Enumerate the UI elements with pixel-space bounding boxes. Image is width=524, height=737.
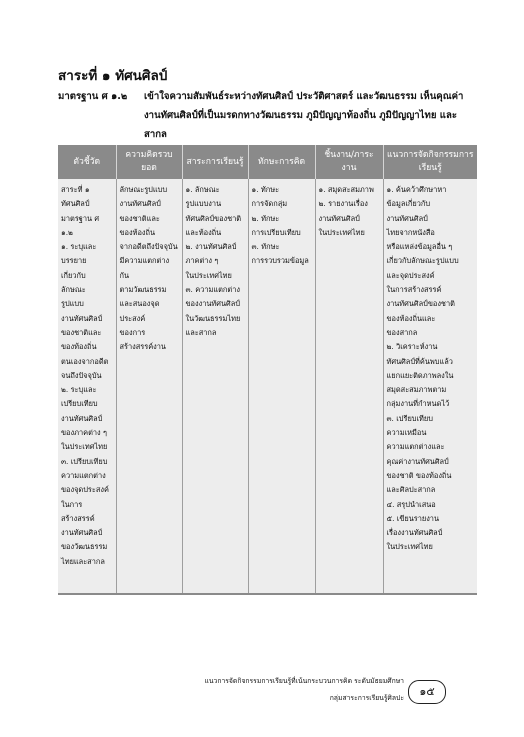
cell-text-line: งานทัศนศิลป์ <box>318 213 360 223</box>
cell-text-line: มาตรฐาน ศ ๑.๒ <box>61 213 100 237</box>
cell-text-line: ข้อมูลเกี่ยวกับ <box>386 199 431 209</box>
footer-book-title: แนวการจัดกิจกรรมการเรียนรู้ที่เน้นกระบวนการคิด ระดับมัธยมศึกษา <box>204 677 404 685</box>
cell-text-line: และท้องถิ่น <box>185 227 222 237</box>
cell-text-line: เรื่องงานทัศนศิลป์ <box>386 528 443 538</box>
cell-text-line: สาระที่ ๑ <box>61 185 90 194</box>
cell-text-line: ความแตกต่าง <box>61 470 106 480</box>
standard-code: มาตรฐาน ศ ๑.๒ <box>58 91 128 102</box>
cell-text-line: ๒. งานทัศนศิลป์ <box>185 242 237 252</box>
header-tasks: ชิ้นงาน/ภาระงาน <box>315 145 383 179</box>
cell-text-line: ลักษณะรูปแบบ <box>119 185 168 194</box>
header-concept: ความคิดรวบยอด <box>116 145 182 179</box>
cell-text-line: ๓. เปรียบเทียบ <box>61 456 108 466</box>
cell-text-line: ในการสร้างสรรค์ <box>386 285 442 295</box>
cell-concept <box>116 179 182 594</box>
cell-text-line: และจุดประสงค์ <box>386 270 435 280</box>
cell-text-line: ๒. รายงานเรื่อง <box>318 199 368 209</box>
cell-text-line: ๔. สรุปนำเสนอ <box>386 499 436 509</box>
cell-text-line: ในประเทศไทย <box>318 227 365 237</box>
cell-text-line: บรรยาย <box>61 256 87 266</box>
cell-text-line: ไทยจากหนังสือ <box>386 227 435 237</box>
cell-text-line: มีความแตกต่างกัน <box>119 256 170 280</box>
cell-text-line: ๓. เปรียบเทียบ <box>386 413 433 423</box>
cell-text-line: ของท้องถิ่น <box>61 342 97 352</box>
cell-text-line: แยกแยะติดภาพลงใน <box>386 370 454 380</box>
cell-text-line: ๑. ระบุและ <box>61 242 97 252</box>
cell-text-line: ของชาติ ของท้องถิ่น <box>386 470 452 480</box>
cell-text-line: ๕. เขียนรายงาน <box>386 513 440 523</box>
cell-text-line: และสากล <box>185 327 217 337</box>
cell-text-line: เปรียบเทียบ <box>61 399 98 409</box>
cell-text-line: รูปแบบงาน <box>185 199 222 209</box>
cell-text-line: ในวัฒนธรรมไทย <box>185 313 241 323</box>
cell-text-line: ตนเองจากอดีต <box>61 356 109 366</box>
cell-text-line: ของท้องถิ่น <box>119 227 156 237</box>
cell-text-line: ๑. สมุดสะสมภาพ <box>318 185 374 194</box>
cell-activities <box>383 179 477 594</box>
cell-text-line: จากอดีตถึงปัจจุบัน <box>119 242 178 252</box>
cell-text-line: ในประเทศไทย <box>61 442 108 452</box>
cell-text-line: ในประเทศไทย <box>386 542 433 552</box>
cell-text-line: เกี่ยวกับ <box>61 270 86 280</box>
cell-text-line: ๒. ระบุและ <box>61 385 97 395</box>
header-thinking-skills: ทักษะการคิด <box>248 145 315 179</box>
cell-text-line: ความแตกต่างและ <box>386 442 445 452</box>
cell-text-line: งานทัศนศิลป์ <box>386 213 428 223</box>
cell-text-line: และสนองจุดประสงค์ <box>119 299 160 323</box>
cell-text-line: ทัศนศิลป์ <box>61 199 90 209</box>
header-activities: แนวการจัดกิจกรรมการเรียนรู้ <box>383 145 477 179</box>
cell-text-line: งานทัศนศิลป์ <box>61 528 103 538</box>
cell-text-line: ของท้องถิ่นและ <box>386 313 436 323</box>
footer-subject: กลุ่มสาระการเรียนรู้ศิลปะ <box>329 694 404 702</box>
cell-text-line: สร้างสรรค์งาน <box>119 342 166 352</box>
cell-text-line: ๒. ทักษะ <box>251 213 280 223</box>
cell-text-line: ลักษณะ <box>61 285 86 295</box>
cell-text-line: และศิลปะสากล <box>386 485 436 495</box>
cell-text-line: งานทัศนศิลป์ของชาติ <box>386 299 455 309</box>
cell-text-line: ๓. ความแตกต่าง <box>185 285 240 295</box>
cell-text-line: จนถึงปัจจุบัน <box>61 370 102 380</box>
cell-text-line: ๓. ทักษะ <box>251 242 280 252</box>
cell-text-line: ของจุดประสงค์ <box>61 485 109 495</box>
header-content: สาระการเรียนรู้ <box>182 145 248 179</box>
cell-text-line: งานทัศนศิลป์ <box>61 313 103 323</box>
cell-text-line: ของภาคต่าง ๆ <box>61 428 107 438</box>
table-header-row <box>58 145 477 179</box>
cell-tasks <box>315 179 383 594</box>
cell-text-line: หรือแหล่งข้อมูลอื่น ๆ <box>386 242 453 252</box>
cell-text-line: ตามวัฒนธรรม <box>119 285 167 295</box>
cell-indicators <box>58 179 116 594</box>
cell-text-line: กลุ่มงานที่กำหนดไว้ <box>386 399 450 409</box>
cell-text-line: ของการ <box>119 327 146 337</box>
cell-text-line: ของชาติและ <box>119 213 160 223</box>
cell-text-line: งานทัศนศิลป์ <box>119 199 161 209</box>
cell-text-line: ของชาติและ <box>61 327 102 337</box>
cell-text-line: ในประเทศไทย <box>185 270 232 280</box>
cell-text-line: ทัศนศิลป์ที่ค้นพบแล้ว <box>386 356 453 366</box>
cell-text-line: งานทัศนศิลป์ <box>61 413 103 423</box>
cell-text-line: การรวบรวมข้อมูล <box>251 256 309 266</box>
cell-text-line: ของงานทัศนศิลป์ <box>185 299 240 309</box>
cell-text-line: การเปรียบเทียบ <box>251 227 301 237</box>
cell-text-line: ๒. วิเคราะห์งาน <box>386 342 438 352</box>
header-indicators: ตัวชี้วัด <box>58 145 116 179</box>
standard-text: เข้าใจความสัมพันธ์ระหว่างทัศนศิลป์ ประวัติศาสตร์ และวัฒนธรรม เห็นคุณค่างานทัศนศิลป์ที่เป็นมรดกทางวัฒนธรรม ภูมิปัญญาท้องถิ่น ภูมิปัญญาไทย และสากล <box>144 91 464 140</box>
cell-text-line: ไทยและสากล <box>61 556 105 566</box>
cell-text-line: ของวัฒนธรรม <box>61 542 108 552</box>
cell-text-line: การจัดกลุ่ม <box>251 199 288 209</box>
cell-text-line: ของสากล <box>386 327 418 337</box>
strand-title: สาระที่ ๑ ทัศนศิลป์ <box>58 68 168 84</box>
page-number: ๑๕ <box>408 680 446 704</box>
cell-text-line: ทัศนศิลป์ของชาติ <box>185 213 242 223</box>
cell-text-line: เกี่ยวกับลักษณะรูปแบบ <box>386 256 459 266</box>
cell-text-line: รูปแบบ <box>61 299 84 309</box>
standard-block <box>58 87 478 144</box>
cell-text-line: ๑. ค้นคว้าศึกษาหา <box>386 185 447 194</box>
cell-text-line: ๑. ทักษะ <box>251 185 280 194</box>
cell-thinking-skills <box>248 179 315 594</box>
cell-text-line: ภาคต่าง ๆ <box>185 256 219 266</box>
cell-text-line: ๑. ลักษณะ <box>185 185 220 194</box>
cell-content <box>182 179 248 594</box>
cell-text-line: สมุดสะสมภาพตาม <box>386 385 447 395</box>
table-row <box>58 179 477 594</box>
cell-text-line: ความเหมือน <box>386 428 427 438</box>
curriculum-table <box>58 145 477 595</box>
cell-text-line: คุณค่างานทัศนศิลป์ <box>386 456 449 466</box>
cell-text-line: ในการสร้างสรรค์ <box>61 499 95 523</box>
